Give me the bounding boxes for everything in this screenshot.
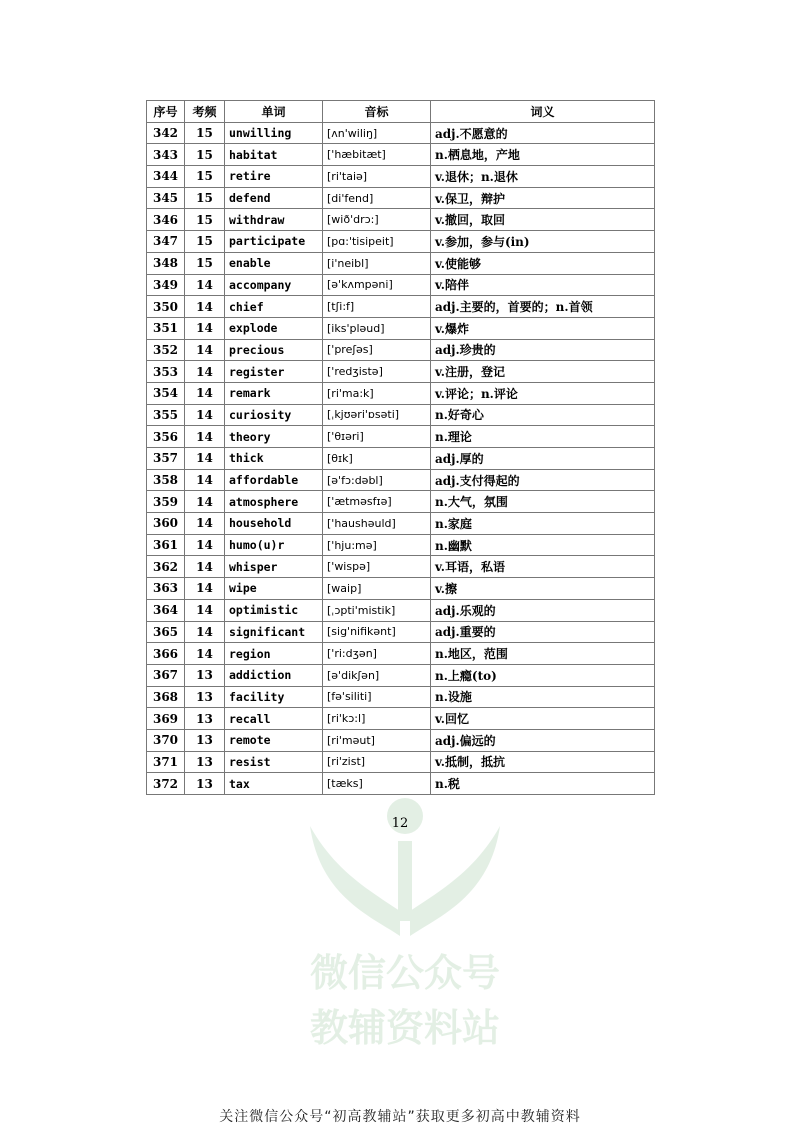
cell-frequency: 14 [185,599,225,621]
cell-word: resist [225,751,323,773]
cell-frequency: 13 [185,664,225,686]
cell-no: 350 [147,296,185,318]
cell-word: affordable [225,469,323,491]
cell-no: 359 [147,491,185,513]
cell-no: 364 [147,599,185,621]
cell-no: 354 [147,382,185,404]
table-row [147,729,655,751]
table-row [147,599,655,621]
cell-phonetic: [ri'məut] [323,729,431,751]
cell-frequency: 14 [185,621,225,643]
cell-frequency: 14 [185,578,225,600]
cell-phonetic: ['hæbitæt] [323,144,431,166]
cell-phonetic: [sig'nifikənt] [323,621,431,643]
cell-frequency: 13 [185,708,225,730]
cell-no: 368 [147,686,185,708]
cell-phonetic: ['redʒistə] [323,361,431,383]
cell-word: register [225,361,323,383]
cell-no: 362 [147,556,185,578]
cell-no: 342 [147,122,185,144]
cell-meaning: n.幽默 [431,534,655,556]
table-row [147,296,655,318]
cell-frequency: 13 [185,729,225,751]
table-header-row [147,101,655,123]
cell-meaning: v.退休；n.退休 [431,166,655,188]
watermark-line1: 微信公众号 [309,951,501,995]
table-row [147,144,655,166]
vocabulary-table [146,100,655,795]
cell-no: 349 [147,274,185,296]
cell-phonetic: [ə'dikʃən] [323,664,431,686]
cell-phonetic: [iks'pləud] [323,317,431,339]
cell-word: theory [225,426,323,448]
cell-phonetic: [ˌɔpti'mistik] [323,599,431,621]
cell-meaning: v.抵制，抵抗 [431,751,655,773]
cell-word: chief [225,296,323,318]
cell-word: accompany [225,274,323,296]
cell-meaning: n.理论 [431,426,655,448]
cell-meaning: n.好奇心 [431,404,655,426]
table-row [147,231,655,253]
cell-phonetic: [θɪk] [323,448,431,470]
cell-no: 370 [147,729,185,751]
cell-frequency: 14 [185,556,225,578]
cell-phonetic: [ˌkjʊəri'ɒsəti] [323,404,431,426]
cell-word: whisper [225,556,323,578]
cell-no: 361 [147,534,185,556]
watermark-stem [398,841,412,921]
cell-frequency: 15 [185,166,225,188]
cell-meaning: n.大气，氛围 [431,491,655,513]
cell-meaning: v.参加，参与(in) [431,231,655,253]
cell-frequency: 14 [185,513,225,535]
cell-meaning: n.设施 [431,686,655,708]
cell-word: atmosphere [225,491,323,513]
cell-phonetic: [ə'fɔ:dəbl] [323,469,431,491]
cell-meaning: adj.重要的 [431,621,655,643]
cell-frequency: 13 [185,773,225,795]
cell-meaning: adj.不愿意的 [431,122,655,144]
header-phonetic: 音标 [323,101,431,123]
cell-phonetic: [waip] [323,578,431,600]
watermark-line2: 教辅资料站 [309,1006,501,1050]
cell-meaning: adj.厚的 [431,448,655,470]
cell-no: 360 [147,513,185,535]
cell-no: 353 [147,361,185,383]
watermark-leaf-left-icon [310,826,400,936]
cell-phonetic: ['hju:mə] [323,534,431,556]
cell-phonetic: [di'fend] [323,187,431,209]
cell-meaning: n.税 [431,773,655,795]
cell-word: thick [225,448,323,470]
cell-no: 344 [147,166,185,188]
cell-frequency: 14 [185,426,225,448]
cell-word: participate [225,231,323,253]
cell-frequency: 14 [185,382,225,404]
cell-word: explode [225,317,323,339]
header-no: 序号 [147,101,185,123]
cell-no: 348 [147,252,185,274]
cell-frequency: 14 [185,274,225,296]
table-row [147,252,655,274]
cell-no: 367 [147,664,185,686]
footer-note: 关注微信公众号“初高教辅站”获取更多初高中教辅资料 [219,1109,581,1125]
cell-no: 346 [147,209,185,231]
cell-frequency: 14 [185,643,225,665]
table-row [147,686,655,708]
cell-frequency: 14 [185,469,225,491]
cell-meaning: v.擦 [431,578,655,600]
cell-frequency: 15 [185,231,225,253]
cell-phonetic: [ʌn'wiliŋ] [323,122,431,144]
header-meaning: 词义 [431,101,655,123]
cell-phonetic: [ri'taiə] [323,166,431,188]
cell-frequency: 14 [185,296,225,318]
cell-frequency: 15 [185,187,225,209]
cell-frequency: 15 [185,144,225,166]
cell-no: 363 [147,578,185,600]
cell-frequency: 14 [185,491,225,513]
table-row [147,491,655,513]
cell-no: 371 [147,751,185,773]
cell-word: humo(u)r [225,534,323,556]
table-row [147,534,655,556]
cell-frequency: 15 [185,122,225,144]
cell-phonetic: [tæks] [323,773,431,795]
table-row [147,274,655,296]
cell-meaning: v.陪伴 [431,274,655,296]
cell-word: defend [225,187,323,209]
cell-word: remark [225,382,323,404]
cell-phonetic: [ə'kʌmpəni] [323,274,431,296]
cell-meaning: adj.主要的，首要的；n.首领 [431,296,655,318]
cell-word: tax [225,773,323,795]
cell-no: 372 [147,773,185,795]
cell-no: 358 [147,469,185,491]
header-frequency: 考频 [185,101,225,123]
cell-no: 355 [147,404,185,426]
table-row [147,513,655,535]
cell-meaning: v.保卫，辩护 [431,187,655,209]
cell-phonetic: [ri'zist] [323,751,431,773]
cell-frequency: 15 [185,252,225,274]
cell-meaning: n.家庭 [431,513,655,535]
cell-frequency: 14 [185,534,225,556]
cell-word: habitat [225,144,323,166]
cell-meaning: adj.珍贵的 [431,339,655,361]
cell-frequency: 14 [185,339,225,361]
watermark-leaf-right-icon [410,826,500,936]
cell-frequency: 15 [185,209,225,231]
cell-phonetic: ['haushəuld] [323,513,431,535]
cell-no: 365 [147,621,185,643]
cell-phonetic: [wið'drɔ:] [323,209,431,231]
table-row [147,664,655,686]
cell-phonetic: ['ætməsfɪə] [323,491,431,513]
cell-no: 347 [147,231,185,253]
cell-phonetic: [fə'siliti] [323,686,431,708]
cell-word: curiosity [225,404,323,426]
cell-phonetic: ['θɪəri] [323,426,431,448]
table-row [147,382,655,404]
cell-meaning: adj.偏远的 [431,729,655,751]
cell-word: household [225,513,323,535]
cell-phonetic: ['preʃəs] [323,339,431,361]
cell-no: 352 [147,339,185,361]
cell-word: retire [225,166,323,188]
cell-word: region [225,643,323,665]
cell-no: 369 [147,708,185,730]
table-row [147,621,655,643]
cell-word: recall [225,708,323,730]
cell-no: 343 [147,144,185,166]
cell-frequency: 14 [185,317,225,339]
cell-frequency: 13 [185,686,225,708]
cell-frequency: 13 [185,751,225,773]
cell-phonetic: ['wispə] [323,556,431,578]
cell-word: unwilling [225,122,323,144]
cell-meaning: v.撤回，取回 [431,209,655,231]
table-row [147,209,655,231]
cell-word: facility [225,686,323,708]
table-row [147,339,655,361]
cell-word: withdraw [225,209,323,231]
cell-no: 356 [147,426,185,448]
cell-word: addiction [225,664,323,686]
cell-word: optimistic [225,599,323,621]
cell-meaning: v.爆炸 [431,317,655,339]
cell-word: significant [225,621,323,643]
cell-meaning: n.栖息地，产地 [431,144,655,166]
cell-phonetic: [i'neibl] [323,252,431,274]
table-row [147,448,655,470]
cell-word: enable [225,252,323,274]
cell-word: remote [225,729,323,751]
table-row [147,166,655,188]
cell-phonetic: [ri'kɔ:l] [323,708,431,730]
cell-no: 345 [147,187,185,209]
table-row [147,556,655,578]
cell-no: 357 [147,448,185,470]
cell-phonetic: [ri'ma:k] [323,382,431,404]
cell-meaning: adj.支付得起的 [431,469,655,491]
cell-no: 351 [147,317,185,339]
cell-frequency: 14 [185,448,225,470]
cell-meaning: n.上瘾(to) [431,664,655,686]
cell-phonetic: ['ri:dʒən] [323,643,431,665]
cell-frequency: 14 [185,404,225,426]
cell-meaning: v.耳语，私语 [431,556,655,578]
cell-word: precious [225,339,323,361]
table-row [147,317,655,339]
table-row [147,751,655,773]
cell-word: wipe [225,578,323,600]
table-row [147,643,655,665]
cell-meaning: v.使能够 [431,252,655,274]
table-row [147,187,655,209]
cell-meaning: n.地区，范围 [431,643,655,665]
table-row [147,404,655,426]
cell-meaning: v.回忆 [431,708,655,730]
table-row [147,469,655,491]
cell-phonetic: [tʃi:f] [323,296,431,318]
cell-meaning: v.评论；n.评论 [431,382,655,404]
table-row [147,708,655,730]
cell-meaning: v.注册，登记 [431,361,655,383]
table-row [147,578,655,600]
cell-no: 366 [147,643,185,665]
cell-phonetic: [pɑ:'tisipeit] [323,231,431,253]
table-row [147,122,655,144]
header-word: 单词 [225,101,323,123]
cell-meaning: adj.乐观的 [431,599,655,621]
table-row [147,361,655,383]
table-row [147,426,655,448]
page-number: 12 [391,816,409,831]
cell-frequency: 14 [185,361,225,383]
